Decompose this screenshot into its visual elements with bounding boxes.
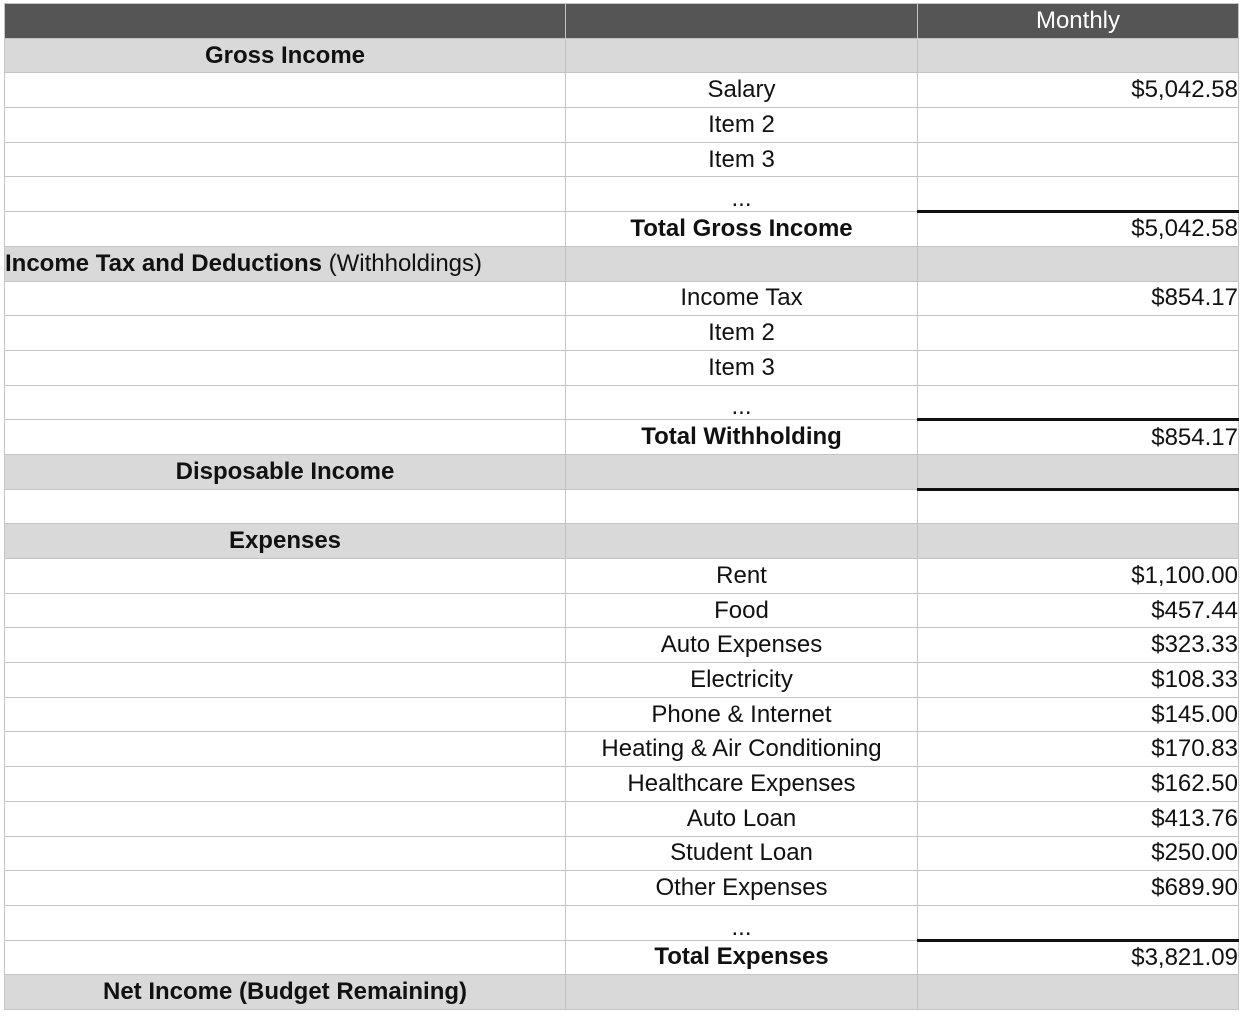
ellipsis-cell[interactable]: ...	[566, 385, 918, 420]
cell[interactable]	[5, 767, 566, 802]
total-withholding-label[interactable]: Total Withholding	[566, 420, 918, 455]
item-label[interactable]: Income Tax	[566, 281, 918, 316]
cell[interactable]	[5, 836, 566, 871]
item-label[interactable]: Other Expenses	[566, 871, 918, 906]
item-label[interactable]: Student Loan	[566, 836, 918, 871]
table-row	[5, 142, 1239, 177]
item-label[interactable]: Food	[566, 593, 918, 628]
cell[interactable]	[5, 212, 566, 247]
section-row-disposable	[5, 454, 1239, 489]
item-label[interactable]: Item 3	[566, 142, 918, 177]
item-label[interactable]: Heating & Air Conditioning	[566, 732, 918, 767]
cell[interactable]	[5, 732, 566, 767]
table-row	[5, 871, 1239, 906]
cell[interactable]	[566, 524, 918, 559]
item-label[interactable]: Auto Expenses	[566, 628, 918, 663]
item-label[interactable]: Auto Loan	[566, 801, 918, 836]
cell[interactable]	[5, 177, 566, 212]
section-disposable-income[interactable]: Disposable Income	[5, 454, 566, 489]
table-row	[5, 628, 1239, 663]
header-cell-a[interactable]	[5, 4, 566, 39]
table-row	[5, 732, 1239, 767]
cell[interactable]	[918, 905, 1239, 940]
cell[interactable]	[5, 663, 566, 698]
section-net-income[interactable]: Net Income (Budget Remaining)	[5, 975, 566, 1010]
table-row	[5, 801, 1239, 836]
total-expenses-amount[interactable]: $3,821.09	[918, 940, 1239, 975]
item-amount[interactable]: $1,100.00	[918, 559, 1239, 594]
item-label[interactable]: Item 3	[566, 350, 918, 385]
total-row-gross	[5, 212, 1239, 247]
cell[interactable]	[5, 628, 566, 663]
table-row	[5, 489, 1239, 524]
ellipsis-cell[interactable]: ...	[566, 905, 918, 940]
item-label[interactable]: Salary	[566, 73, 918, 108]
cell[interactable]	[918, 38, 1239, 73]
section-row-tax	[5, 246, 1239, 281]
table-row	[5, 177, 1239, 212]
cell[interactable]	[5, 73, 566, 108]
table-row	[5, 281, 1239, 316]
total-row-expenses	[5, 940, 1239, 975]
item-amount[interactable]: $457.44	[918, 593, 1239, 628]
section-row-gross	[5, 38, 1239, 73]
cell[interactable]	[566, 454, 918, 489]
item-amount[interactable]: $145.00	[918, 697, 1239, 732]
budget-spreadsheet	[4, 3, 1239, 1010]
cell[interactable]	[5, 801, 566, 836]
header-cell-b[interactable]	[566, 4, 918, 39]
item-amount[interactable]	[918, 350, 1239, 385]
cell[interactable]	[566, 489, 918, 524]
cell[interactable]	[5, 316, 566, 351]
item-label[interactable]: Rent	[566, 559, 918, 594]
cell[interactable]	[918, 524, 1239, 559]
disposable-income-amount[interactable]	[918, 454, 1239, 489]
section-row-expenses	[5, 524, 1239, 559]
item-amount[interactable]	[918, 142, 1239, 177]
table-row	[5, 905, 1239, 940]
table-row	[5, 316, 1239, 351]
cell[interactable]	[566, 246, 918, 281]
total-row-withholding	[5, 420, 1239, 455]
cell[interactable]	[566, 38, 918, 73]
cell[interactable]	[5, 420, 566, 455]
table-row	[5, 767, 1239, 802]
cell[interactable]	[918, 489, 1239, 524]
cell[interactable]	[5, 940, 566, 975]
cell[interactable]	[918, 177, 1239, 212]
cell[interactable]	[5, 142, 566, 177]
item-amount[interactable]	[918, 108, 1239, 143]
item-amount[interactable]: $689.90	[918, 871, 1239, 906]
item-amount[interactable]: $323.33	[918, 628, 1239, 663]
table-row	[5, 385, 1239, 420]
item-label[interactable]: Phone & Internet	[566, 697, 918, 732]
cell[interactable]	[5, 871, 566, 906]
item-amount[interactable]	[918, 316, 1239, 351]
item-amount[interactable]: $854.17	[918, 281, 1239, 316]
table-row	[5, 73, 1239, 108]
header-cell-monthly[interactable]: Monthly	[918, 4, 1239, 39]
cell[interactable]	[918, 246, 1239, 281]
table-row	[5, 663, 1239, 698]
table-row	[5, 697, 1239, 732]
item-label[interactable]: Item 2	[566, 108, 918, 143]
net-income-amount[interactable]	[918, 975, 1239, 1010]
cell[interactable]	[5, 489, 566, 524]
ellipsis-cell[interactable]: ...	[566, 177, 918, 212]
cell[interactable]	[5, 350, 566, 385]
cell[interactable]	[5, 281, 566, 316]
header-row	[5, 4, 1239, 39]
section-income-tax-main: Income Tax and Deductions	[5, 249, 322, 277]
item-amount[interactable]: $108.33	[918, 663, 1239, 698]
item-label[interactable]: Healthcare Expenses	[566, 767, 918, 802]
table-row	[5, 559, 1239, 594]
cell[interactable]	[5, 559, 566, 594]
table-row	[5, 350, 1239, 385]
section-row-net	[5, 975, 1239, 1010]
total-expenses-label[interactable]: Total Expenses	[566, 940, 918, 975]
section-income-tax-sub: (Withholdings)	[321, 249, 483, 277]
item-amount[interactable]: $162.50	[918, 767, 1239, 802]
cell[interactable]	[5, 385, 566, 420]
table-row	[5, 108, 1239, 143]
item-amount[interactable]: $170.83	[918, 732, 1239, 767]
item-amount[interactable]: $5,042.58	[918, 73, 1239, 108]
section-expenses[interactable]: Expenses	[5, 524, 566, 559]
total-withholding-amount[interactable]: $854.17	[918, 420, 1239, 455]
cell[interactable]	[5, 593, 566, 628]
cell[interactable]	[5, 905, 566, 940]
section-income-tax[interactable]	[5, 246, 566, 281]
item-label[interactable]: Item 2	[566, 316, 918, 351]
cell[interactable]	[5, 108, 566, 143]
total-gross-income-amount[interactable]: $5,042.58	[918, 212, 1239, 247]
cell[interactable]	[5, 697, 566, 732]
cell[interactable]	[566, 975, 918, 1010]
total-gross-income-label[interactable]: Total Gross Income	[566, 212, 918, 247]
item-amount[interactable]: $250.00	[918, 836, 1239, 871]
table-row	[5, 593, 1239, 628]
item-amount[interactable]: $413.76	[918, 801, 1239, 836]
cell[interactable]	[918, 385, 1239, 420]
table-row	[5, 836, 1239, 871]
item-label[interactable]: Electricity	[566, 663, 918, 698]
section-gross-income[interactable]: Gross Income	[5, 38, 566, 73]
